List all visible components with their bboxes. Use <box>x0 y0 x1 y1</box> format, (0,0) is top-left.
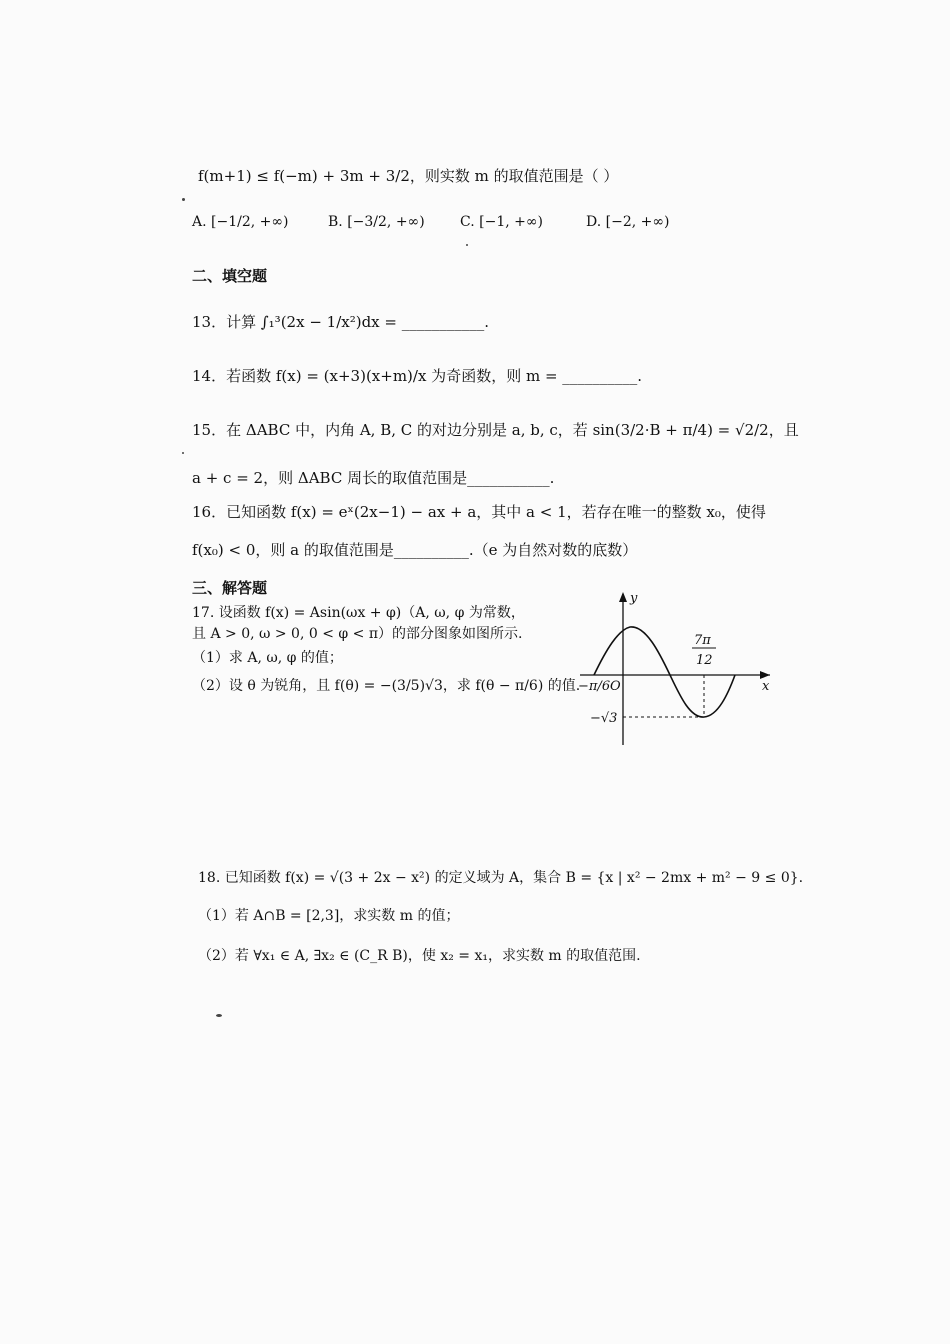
y-axis-label: y <box>630 591 638 606</box>
right-tick-numerator: 7π <box>694 633 711 648</box>
section-fill-in-heading: 二、填空题 <box>192 267 268 285</box>
question-16-line-2: f(x₀) < 0，则 a 的取值范围是__________.（e 为自然对数的底数） <box>192 541 638 559</box>
scan-speck <box>216 1014 222 1017</box>
scan-speck <box>182 198 185 201</box>
choice-d-value: [−2, +∞) <box>605 214 670 230</box>
choice-a-label: A. <box>192 214 207 230</box>
sine-graph <box>570 590 770 750</box>
question-17-part-2: （2）设 θ 为锐角，且 f(θ) = −(3/5)√3，求 f(θ − π/6) 的值. <box>192 678 581 694</box>
scan-speck <box>182 452 184 454</box>
left-tick-label: −π/6 <box>578 679 611 694</box>
right-tick-denominator: 12 <box>696 653 713 668</box>
question-13: 13．计算 ∫₁³(2x − 1/x²)dx = ___________. <box>192 313 490 331</box>
choice-d-label: D. <box>586 214 602 230</box>
x-axis-arrow-icon <box>760 671 770 679</box>
question-16-line-1: 16．已知函数 f(x) = eˣ(2x−1) − ax + a，其中 a < 1，若存在唯一的整数 x₀，使得 <box>192 503 766 521</box>
origin-label: O <box>610 679 621 694</box>
choice-c-label: C. <box>460 214 475 230</box>
min-value-label: −√3 <box>590 711 618 726</box>
question-15-line-2: a + c = 2，则 ΔABC 周长的取值范围是___________. <box>192 469 555 487</box>
question-18-part-1: （1）若 A∩B = [2,3]，求实数 m 的值； <box>198 908 460 924</box>
question-17-line-2: 且 A > 0, ω > 0, 0 < φ < π）的部分图象如图所示. <box>192 626 523 642</box>
choice-c-value: [−1, +∞) <box>479 214 543 230</box>
choice-d <box>586 214 670 230</box>
scan-speck <box>466 244 468 246</box>
choice-a-value: [−1/2, +∞) <box>211 214 289 230</box>
choice-b <box>328 214 425 230</box>
q12-tail: f(m+1) ≤ f(−m) + 3m + 3/2，则实数 m 的取值范围是（ ） <box>198 167 619 185</box>
section-solutions-heading: 三、解答题 <box>192 579 268 597</box>
question-18-line-1: 18. 已知函数 f(x) = √(3 + 2x − x²) 的定义域为 A，集合 B = {x | x² − 2mx + m² − 9 ≤ 0}. <box>198 870 804 886</box>
question-14: 14．若函数 f(x) = (x+3)(x+m)/x 为奇函数，则 m = __________. <box>192 367 643 385</box>
choice-b-value: [−3/2, +∞) <box>347 214 425 230</box>
question-15-line-1: 15．在 ΔABC 中，内角 A, B, C 的对边分别是 a, b, c，若 sin(3/2·B + π/4) = √2/2，且 <box>192 421 799 439</box>
question-17-part-1: （1）求 A, ω, φ 的值； <box>192 650 343 666</box>
choice-a <box>192 214 289 230</box>
sine-curve <box>594 627 735 717</box>
choice-c <box>460 214 543 230</box>
question-17-line-1: 17. 设函数 f(x) = Asin(ωx + φ)（A, ω, φ 为常数， <box>192 605 525 621</box>
choice-b-label: B. <box>328 214 343 230</box>
y-axis-arrow-icon <box>619 592 627 602</box>
question-18-part-2: （2）若 ∀x₁ ∈ A, ∃x₂ ∈ (C_R B)，使 x₂ = x₁，求实数 m 的取值范围. <box>198 948 641 964</box>
x-axis-label: x <box>762 679 770 694</box>
